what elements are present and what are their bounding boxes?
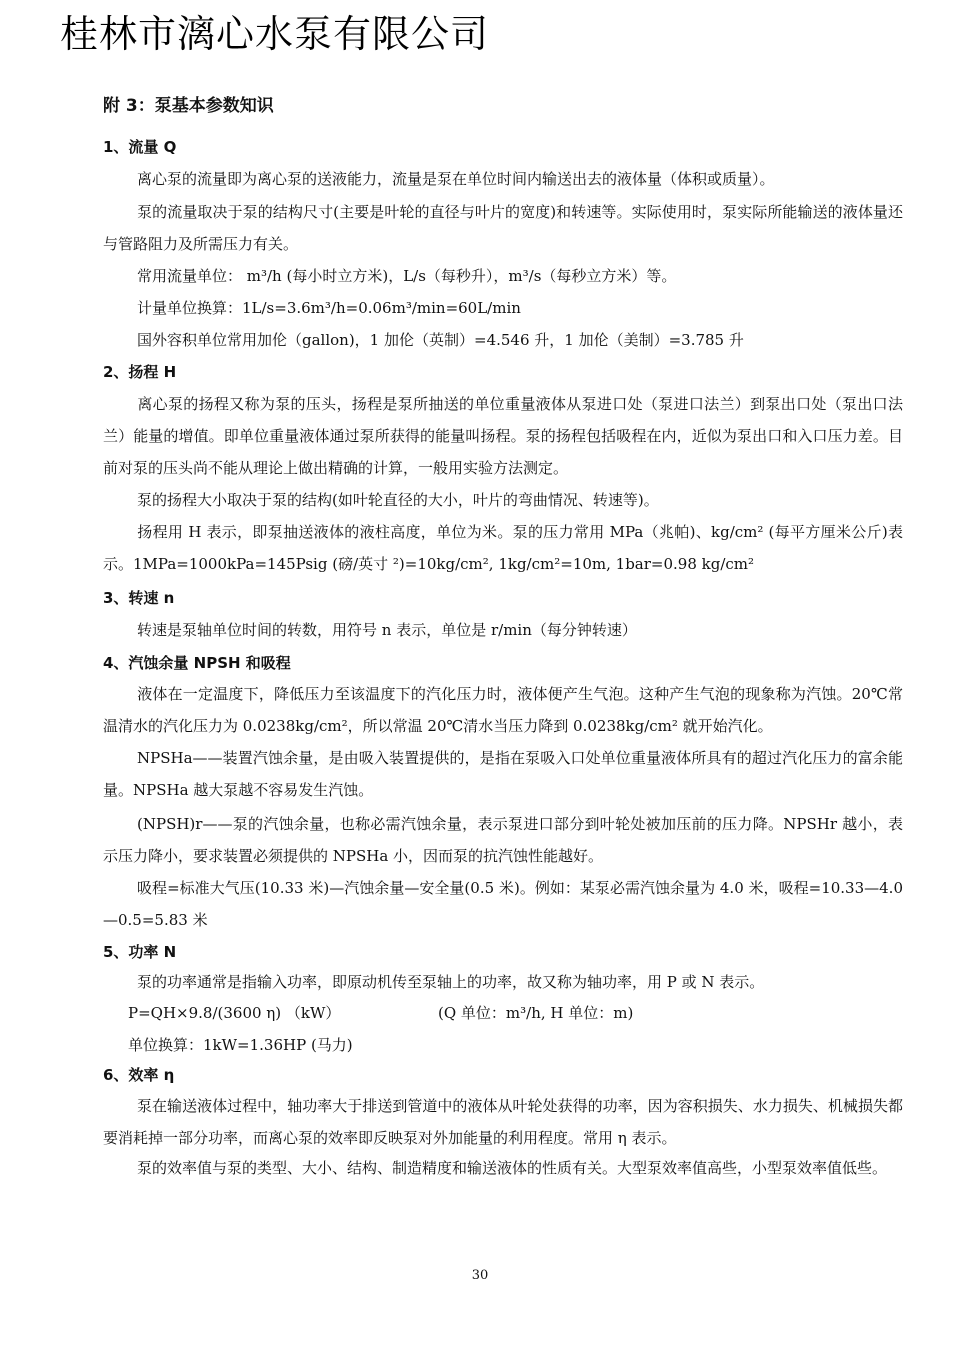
text: 吸程=标准大气压(10.33 米)—汽蚀余量—安全量(0.5 米)。例如：某泵必需汽蚀余量为 4.0 米，吸程=10.33—4.0—0.5=5.83 米 bbox=[103, 879, 903, 929]
paragraph bbox=[103, 808, 903, 872]
paragraph bbox=[103, 742, 903, 806]
text: 离心泵的流量即为离心泵的送液能力，流量是泵在单位时间内输送出去的液体量（体积或质量）。 bbox=[137, 170, 775, 188]
page-number: 30 bbox=[471, 1268, 489, 1283]
doc-title: 附 3：泵基本参数知识 bbox=[103, 96, 274, 116]
heading-flow: 1、流量 Q bbox=[103, 138, 177, 156]
text: (NPSH)r——泵的汽蚀余量，也称必需汽蚀余量，表示泵进口部分到叶轮处被加压前的压力降。NPSHr 越小，表示压力降小，要求装置必须提供的 NPSHa 小，因而泵的抗汽蚀性能越好。 bbox=[103, 815, 903, 865]
heading-efficiency: 6、效率 η bbox=[103, 1066, 175, 1084]
text: 离心泵的扬程又称为泵的压头，扬程是泵所抽送的单位重量液体从泵进口处（泵进口法兰）到泵出口处（泵出口法兰）能量的增值。即单位重量液体通过泵所获得的能量叫扬程。泵的扬程包括吸程在内，近似为泵出口和入口压力差。目前对泵的压头尚不能从理论上做出精确的计算，一般用实验方法测定。 bbox=[103, 395, 903, 477]
paragraph bbox=[103, 484, 903, 516]
text: NPSHa——装置汽蚀余量，是由吸入装置提供的，是指在泵吸入口处单位重量液体所具有的超过汽化压力的富余能量。NPSHa 越大泵越不容易发生汽蚀。 bbox=[103, 749, 903, 799]
paragraph bbox=[103, 966, 903, 998]
text: 泵的效率值与泵的类型、大小、结构、制造精度和输送液体的性质有关。大型泵效率值高些，小型泵效率值低些。 bbox=[137, 1159, 888, 1177]
paragraph bbox=[103, 260, 903, 292]
text: 国外容积单位常用加伦（gallon)，1 加伦（英制）=4.546 升，1 加伦（美制）=3.785 升 bbox=[137, 331, 744, 349]
paragraph bbox=[103, 1090, 903, 1154]
paragraph bbox=[103, 163, 903, 195]
paragraph bbox=[103, 516, 903, 580]
text: 泵的扬程大小取决于泵的结构(如叶轮直径的大小，叶片的弯曲情况、转速等)。 bbox=[137, 491, 659, 509]
text: 扬程用 H 表示，即泵抽送液体的液柱高度，单位为米。泵的压力常用 MPa（兆帕)、kg/cm² (每平方厘米公斤)表示。1MPa=1000kPa=145Psig (磅/英寸 ²)=10kg/cm², 1kg/cm²=10m, 1bar=0.98 kg/cm² bbox=[103, 523, 903, 573]
paragraph bbox=[103, 614, 903, 646]
text: 泵的功率通常是指输入功率，即原动机传至泵轴上的功率，故又称为轴功率，用 P 或 N 表示。 bbox=[137, 973, 765, 991]
text: 泵的流量取决于泵的结构尺寸(主要是叶轮的直径与叶片的宽度)和转速等。实际使用时，泵实际所能输送的液体量还与管路阻力及所需压力有关。 bbox=[103, 203, 903, 253]
paragraph bbox=[103, 324, 903, 356]
units-note: (Q 单位：m³/h, H 单位：m) bbox=[438, 1004, 634, 1022]
heading-speed: 3、转速 n bbox=[103, 589, 175, 607]
paragraph bbox=[103, 196, 903, 260]
text: 计量单位换算：1L/s=3.6m³/h=0.06m³/min=60L/min bbox=[137, 299, 521, 317]
company-header: 桂林市漓心水泵有限公司 bbox=[60, 12, 490, 56]
paragraph bbox=[103, 678, 903, 742]
text: 泵在输送液体过程中，轴功率大于排送到管道中的液体从叶轮处获得的功率，因为容积损失、水力损失、机械损失都要消耗掉一部分功率，而离心泵的效率即反映泵对外加能量的利用程度。常用 η 表示。 bbox=[103, 1097, 903, 1147]
text: 常用流量单位： m³/h (每小时立方米)，L/s（每秒升），m³/s（每秒立方米）等。 bbox=[137, 267, 677, 285]
paragraph bbox=[103, 388, 903, 484]
paragraph bbox=[103, 292, 903, 324]
power-formula: P=QH×9.8/(3600 η) （kW） bbox=[128, 1004, 341, 1022]
unit-conversion: 单位换算：1kW=1.36HP (马力) bbox=[128, 1036, 353, 1054]
paragraph bbox=[103, 872, 903, 936]
heading-head: 2、扬程 H bbox=[103, 363, 177, 381]
text: 液体在一定温度下，降低压力至该温度下的汽化压力时，液体便产生气泡。这种产生气泡的现象称为汽蚀。20℃常温清水的汽化压力为 0.0238kg/cm²，所以常温 20℃清水当压力降到 0.0238kg/cm² 就开始汽化。 bbox=[103, 685, 903, 735]
heading-power: 5、功率 N bbox=[103, 943, 177, 961]
paragraph bbox=[103, 1152, 903, 1184]
heading-npsh: 4、汽蚀余量 NPSH 和吸程 bbox=[103, 654, 291, 672]
text: 转速是泵轴单位时间的转数，用符号 n 表示，单位是 r/min（每分钟转速） bbox=[137, 621, 637, 639]
